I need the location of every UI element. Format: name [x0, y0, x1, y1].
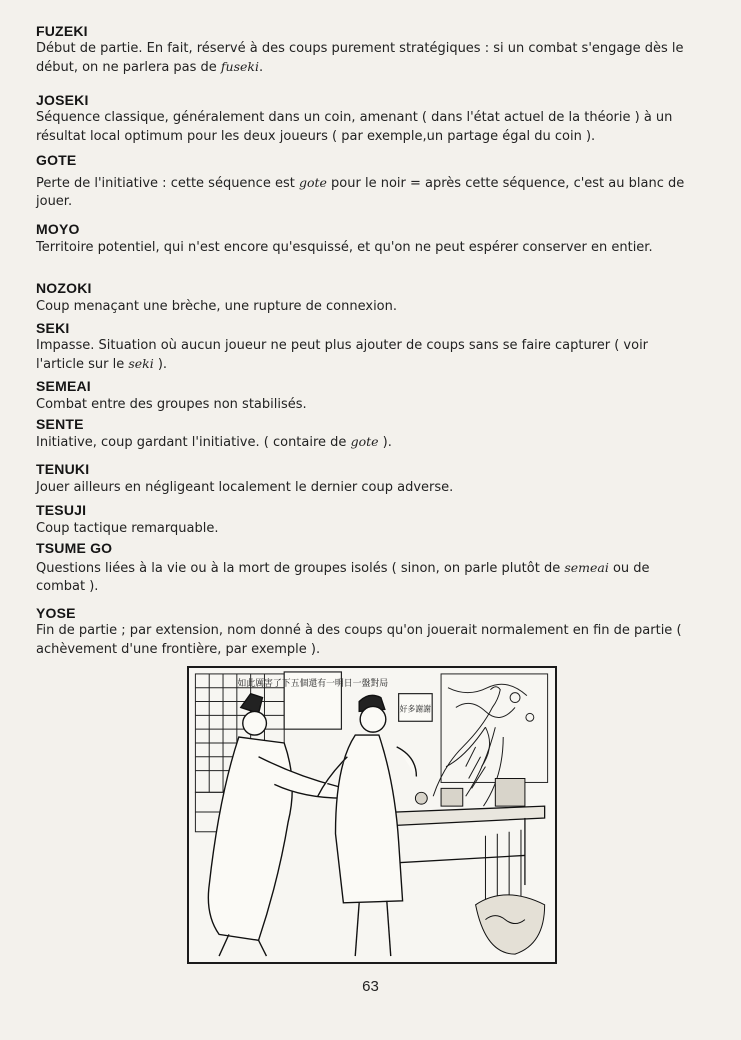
- term-heading: MOYO: [36, 221, 80, 237]
- term-definition: Combat entre des groupes non stabilisés.: [36, 397, 307, 412]
- term-heading: YOSE: [36, 605, 76, 621]
- speech-scroll-right: [399, 694, 433, 722]
- svg-text:如此厲害了下五個還有一明日一盤對局: 如此厲害了下五個還有一明日一盤對局: [237, 678, 389, 689]
- glossary-entry-tsume-go: [36, 539, 696, 596]
- glossary-entry-sente: [36, 415, 696, 452]
- term-definition: Fin de partie ; par extension, nom donné à des coups qu'on jouerait normalement en fin de partie ( achèvement d'une frontière, par exemple ).: [36, 623, 682, 657]
- glossary-entry-yose: [36, 604, 696, 659]
- glossary-entry-moyo: [36, 220, 696, 257]
- glossary-entry-gote: [36, 151, 696, 211]
- term-heading: FUZEKI: [36, 23, 88, 39]
- term-definition: Séquence classique, généralement dans un coin, amenant ( dans l'état actuel de la théorie ) à un résultat local optimum pour les deux joueurs ( par exemple,un partage égal du coin ).: [36, 110, 673, 144]
- glossary-entry-seki: [36, 319, 696, 374]
- term-definition: Questions liées à la vie ou à la mort de groupes isolés ( sinon, on parle plutôt de semeai ou de combat ).: [36, 560, 650, 594]
- figure-left-official: [208, 694, 344, 956]
- term-definition: Coup menaçant une brèche, une rupture de connexion.: [36, 299, 398, 314]
- illustration-drawing: [189, 668, 555, 962]
- term-definition: Perte de l'initiative : cette séquence est gote pour le noir = après cette séquence, c'est au blanc de jouer.: [36, 175, 685, 209]
- woodcut-illustration: [187, 666, 557, 964]
- page-number: 63: [362, 978, 379, 995]
- term-definition: Début de partie. En fait, réservé à des coups purement stratégiques : si un combat s'engage dès le début, on ne parlera pas de fuseki.: [36, 41, 684, 75]
- term-definition: Impasse. Situation où aucun joueur ne peut plus ajouter de coups sans se faire capturer ( voir l'article sur le seki ).: [36, 338, 649, 372]
- term-heading: JOSEKI: [36, 92, 89, 108]
- term-heading: TENUKI: [36, 461, 90, 477]
- scroll-stand: [476, 830, 545, 954]
- term-definition: Initiative, coup gardant l'initiative. ( contaire de gote ).: [36, 434, 392, 450]
- glossary-entry-semeai: [36, 377, 696, 414]
- glossary-entry-tesuji: [36, 501, 696, 538]
- term-heading: TESUJI: [36, 502, 87, 518]
- term-heading: SEKI: [36, 320, 70, 336]
- term-definition: Jouer ailleurs en négligeant localement le dernier coup adverse.: [36, 480, 454, 495]
- term-definition: Coup tactique remarquable.: [36, 521, 219, 536]
- term-heading: GOTE: [36, 152, 77, 168]
- term-heading: NOZOKI: [36, 280, 92, 296]
- glossary-entry-joseki: [36, 91, 696, 146]
- term-definition: Territoire potentiel, qui n'est encore qu'esquissé, et qu'on ne peut espérer conserver en entier.: [36, 240, 653, 255]
- term-heading: SEMEAI: [36, 378, 91, 394]
- svg-text:好多謝謝: 好多謝謝: [399, 704, 432, 714]
- painted-screen: [441, 674, 548, 783]
- term-heading: TSUME GO: [36, 540, 113, 556]
- glossary-entry-fuzeki: [36, 22, 696, 77]
- term-heading: SENTE: [36, 416, 84, 432]
- glossary-entry-nozoki: [36, 279, 696, 316]
- glossary-entry-tenuki: [36, 460, 696, 497]
